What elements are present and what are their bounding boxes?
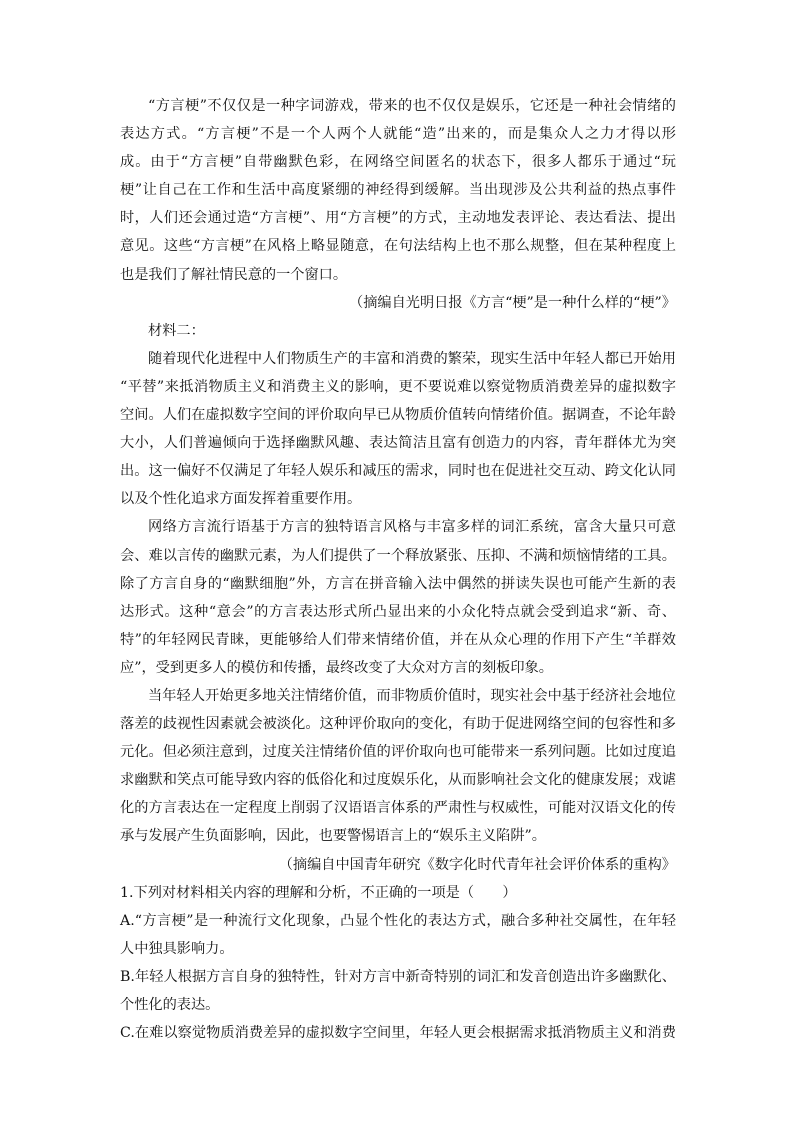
text-line: 出。这一偏好不仅满足了年轻人娱乐和减压的需求，同时也在促进社交互动、跨文化认同 [120, 463, 676, 480]
text-line: C.在难以察觉物质消费差异的虚拟数字空间里，年轻人更会根据需求抵消物质主义和消费 [120, 1025, 676, 1042]
text-line: 当年轻人开始更多地关注情绪价值，而非物质价值时，现实社会中基于经济社会地位 [148, 687, 676, 704]
text-line: 以及个性化追求方面发挥着重要作用。 [120, 491, 362, 508]
text-line: 求幽默和笑点可能导致内容的低俗化和过度娱乐化，从而影响社会文化的健康发展；戏谑 [120, 772, 676, 789]
text-line: 化的方言表达在一定程度上削弱了汉语语言体系的严肃性与权威性，可能对汉语文化的传 [120, 800, 676, 817]
text-line: 意见。这些“方言梗”在风格上略显随意，在句法结构上也不那么规整，但在某种程度上 [120, 238, 676, 255]
text-line: 元化。但必须注意到，过度关注情绪价值的评价取向也可能带来一系列问题。比如过度追 [120, 744, 676, 761]
text-line: 个性化的表达。 [120, 997, 220, 1013]
text-line: 成。由于“方言梗”自带幽默色彩，在网络空间匿名的状态下，很多人都乐于通过“玩 [120, 154, 676, 171]
document-page [120, 92, 676, 1047]
text-line: “平替”来抵消物质主义和消费主义的影响，更不要说难以察觉物质消费差异的虚拟数字 [120, 378, 676, 395]
text-line: “方言梗”不仅仅是一种字词游戏，带来的也不仅仅是娱乐，它还是一种社会情绪的 [148, 98, 676, 114]
text-line: 应”，受到更多人的模仿和传播，最终改变了大众对方言的刻板印象。 [120, 659, 553, 676]
text-line: 承与发展产生负面影响，因此，也要警惕语言上的“娱乐主义陷阱”。 [120, 828, 546, 845]
text-line: 会、难以言传的幽默元素，为人们提供了一个释放紧张、压抑、不满和烦恼情绪的工具。 [120, 547, 676, 564]
text-line: （摘编自中国青年研究《数字化时代青年社会评价体系的重构》 [278, 856, 676, 873]
text-line: 落差的歧视性因素就会被淡化。这种评价取向的变化，有助于促进网络空间的包容性和多 [120, 716, 676, 733]
text-line: 特”的年轻网民青睐，更能够给人们带来情绪价值，并在从众心理的作用下产生“羊群效 [120, 631, 676, 648]
text-line: 网络方言流行语基于方言的独特语言风格与丰富多样的词汇系统，富含大量只可意 [148, 519, 676, 536]
text-line: 随着现代化进程中人们物质生产的丰富和消费的繁荣，现实生活中年轻人都已开始用 [148, 350, 676, 367]
text-line: A.“方言梗”是一种流行文化现象，凸显个性化的表达方式，融合多种社交属性，在年轻 [120, 912, 676, 929]
text-line: （摘编自光明日报《方言“梗”是一种什么样的“梗”》 [349, 294, 676, 311]
text-line: 达形式。这种“意会”的方言表达形式所凸显出来的小众化特点就会受到追求“新、奇、 [120, 603, 676, 620]
text-line: 除了方言自身的“幽默细胞”外，方言在拼音输入法中偶然的拼读失误也可能产生新的表 [120, 575, 676, 592]
text-line: 表达方式。“方言梗”不是一个人两个人就能“造”出来的，而是集众人之力才得以形 [120, 126, 676, 143]
text-line: 空间。人们在虚拟数字空间的评价取向早已从物质价值转向情绪价值。据调查，不论年龄 [120, 407, 676, 424]
text-line: 1.下列对材料相关内容的理解和分析，不正确的一项是（ ） [120, 884, 517, 901]
text-line: 大小，人们普遍倾向于选择幽默风趣、表达简洁且富有创造力的内容，青年群体尤为突 [120, 435, 676, 452]
text-line: 材料二： [148, 322, 205, 339]
text-line: 也是我们了解社情民意的一个窗口。 [120, 266, 348, 283]
text-line: B.年轻人根据方言自身的独特性，针对方言中新奇特别的词汇和发音创造出许多幽默化、 [120, 968, 676, 985]
text-line: 人中独具影响力。 [120, 940, 234, 957]
text-line: 时，人们还会通过造“方言梗”、用“方言梗”的方式，主动地发表评论、表达看法、提出 [120, 210, 676, 227]
text-line: 梗”让自己在工作和生活中高度紧绷的神经得到缓解。当出现涉及公共利益的热点事件 [120, 182, 676, 199]
